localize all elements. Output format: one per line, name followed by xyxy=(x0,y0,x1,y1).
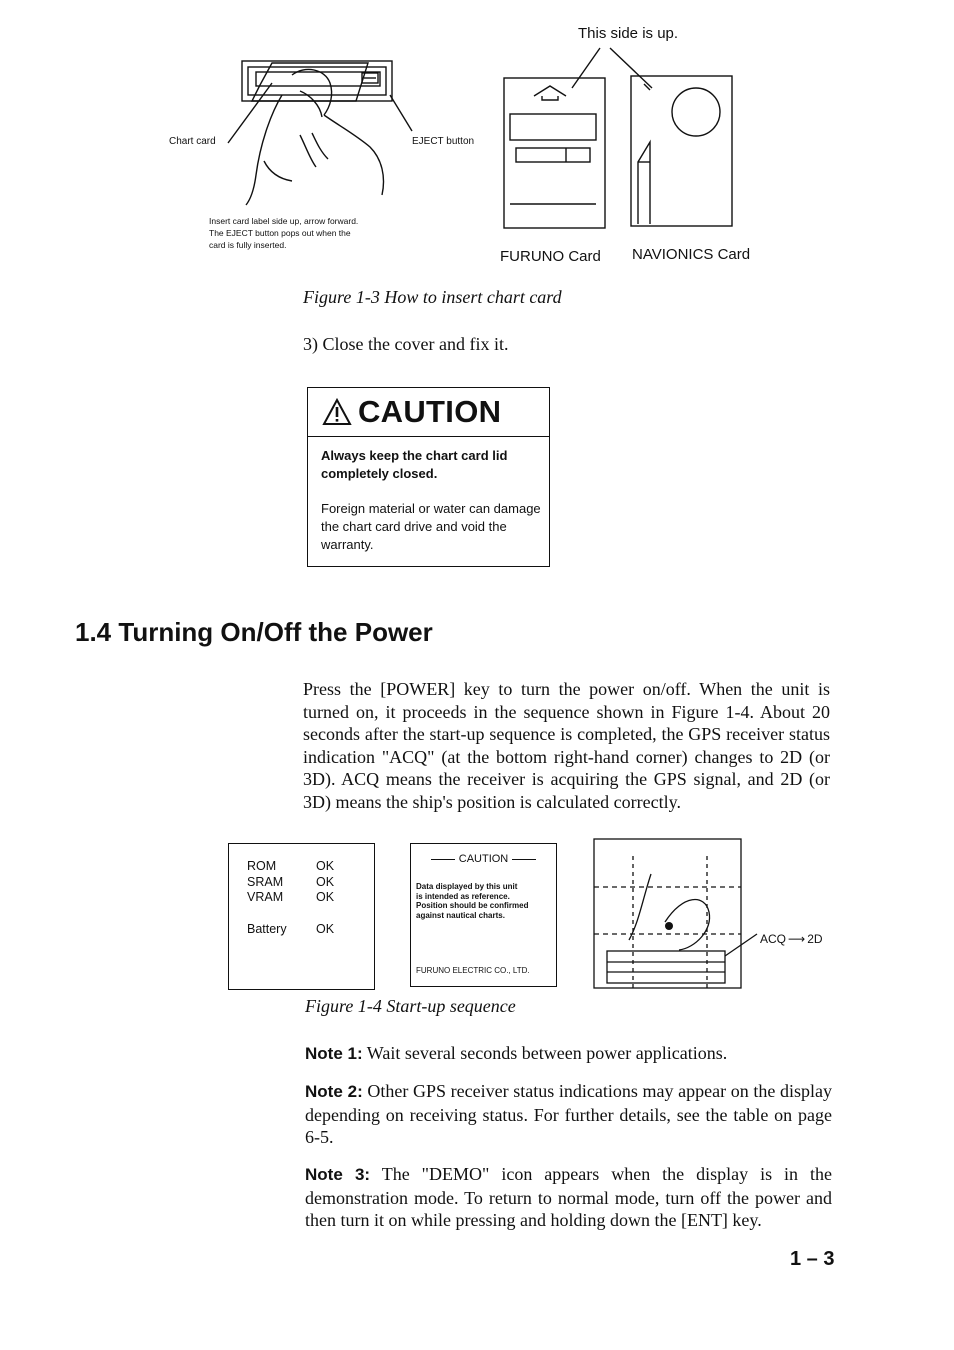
company-name: FURUNO ELECTRIC CO., LTD. xyxy=(416,966,530,975)
section-paragraph: Press the [POWER] key to turn the power on/off. When the unit is turned on, it proceeds in the sequence shown in Figure 1-4. About 20 seconds after the start-up sequence is completed, the GPS receiver status indication "ACQ" (at the bottom right-hand corner) changes to 2D (or 3D). ACQ means the receiver is acquiring the GPS signal, and 2D (or 3D) means the ship's position is calculated correctly. xyxy=(303,679,830,812)
furuno-card-label: FURUNO Card xyxy=(500,248,601,265)
note-3: Note 3: The "DEMO" icon appears when the display is in the demonstration mode. To return to normal mode, turn off the power and then turn it on while pressing and holding down the [ENT] key. xyxy=(305,1164,833,1231)
page-number: 1 – 3 xyxy=(790,1248,835,1270)
startup-caution-text: Data displayed by this unit is intended as reference. Position should be confirmed against nautical charts. xyxy=(416,882,529,920)
test-row: ROM OK xyxy=(247,859,335,873)
startup-plotter-screen xyxy=(593,838,743,990)
caution-header xyxy=(308,388,549,437)
caution-title: CAUTION xyxy=(358,394,502,429)
caution-bold-text: Always keep the chart card lid completely closed. xyxy=(321,448,508,481)
test-row: SRAM OK xyxy=(247,874,335,889)
arrow-right-icon: ⟶ xyxy=(788,932,806,946)
navionics-card-label: NAVIONICS Card xyxy=(632,246,751,263)
insert-note: Insert card label side up, arrow forward. The EJECT button pops out when the card is fully inserted. xyxy=(209,216,359,250)
note-2: Note 2: Other GPS receiver status indications may appear on the display depending on receiving status. For further details, see the table on page 6-5. xyxy=(305,1081,832,1148)
figure-1-3-caption: Figure 1-3 How to insert chart card xyxy=(303,287,562,307)
test-row: VRAM OK xyxy=(247,890,335,904)
note-1: Note 1: Wait several seconds between power applications. xyxy=(305,1043,728,1063)
section-heading: 1.4 Turning On/Off the Power xyxy=(75,617,433,647)
caution-body-text: Foreign material or water can damage the chart card drive and void the warranty. xyxy=(321,501,541,552)
up-label: This side is up. xyxy=(578,25,679,42)
startup-test-screen xyxy=(228,843,375,990)
caution-box xyxy=(307,387,550,567)
figure-1-4-caption: Figure 1-4 Start-up sequence xyxy=(305,996,516,1016)
chart-card-label: Chart card xyxy=(169,136,216,147)
warning-triangle-icon xyxy=(322,398,352,426)
eject-button-label: EJECT button xyxy=(412,136,475,147)
startup-caution-header: CAUTION xyxy=(411,853,556,865)
acq-indicator: ACQ ⟶ 2D xyxy=(760,932,823,946)
test-row: Battery OK xyxy=(247,921,335,936)
startup-caution-screen xyxy=(410,843,557,987)
cards-illustration xyxy=(500,44,740,234)
step-3: 3) Close the cover and fix it. xyxy=(303,334,509,354)
